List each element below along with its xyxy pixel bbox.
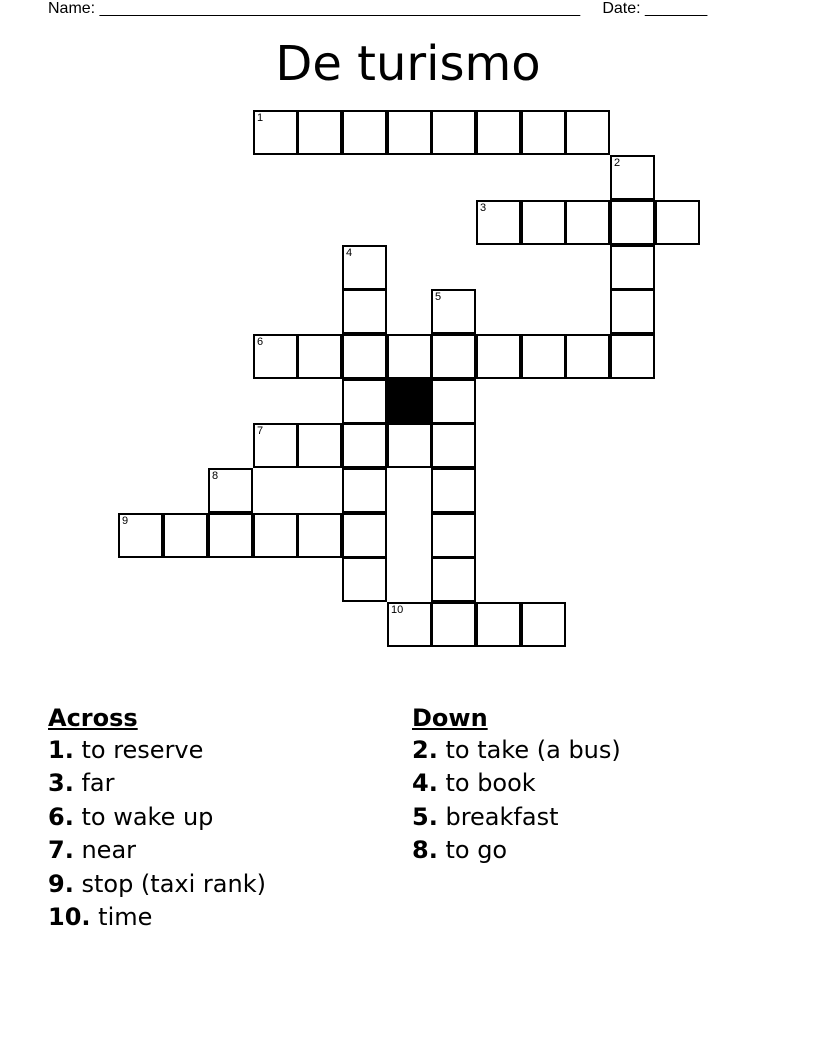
grid-cell[interactable] [297,423,342,468]
grid-cell[interactable] [387,334,432,379]
grid-cell[interactable] [431,379,476,424]
grid-cell[interactable] [342,379,387,424]
grid-cell[interactable] [610,155,655,200]
grid-cell[interactable] [476,602,521,647]
grid-cell[interactable] [431,557,476,602]
cell-number: 8 [212,470,219,482]
down-clue: 8. to go [412,836,508,865]
grid-cell[interactable] [610,334,655,379]
grid-cell[interactable] [431,602,476,647]
grid-cell[interactable] [253,334,298,379]
cell-number: 9 [122,515,129,527]
grid-cell[interactable] [431,513,476,558]
grid-cell[interactable] [610,289,655,334]
down-clue: 4. to book [412,769,536,798]
cell-number: 7 [257,425,264,437]
grid-cell[interactable] [431,110,476,155]
grid-cell[interactable] [431,334,476,379]
down-clue: 2. to take (a bus) [412,736,621,764]
grid-cell[interactable] [431,468,476,513]
grid-cell[interactable] [208,513,253,558]
grid-cell[interactable] [253,423,298,468]
name-label: Name: [48,0,96,17]
across-clue: 3. far [48,769,115,798]
cell-number: 3 [480,202,487,214]
down-heading: Down [412,704,488,732]
date-blank[interactable]: _______ [645,0,708,17]
across-clues [48,702,266,934]
grid-cell[interactable] [208,468,253,513]
cell-number: 6 [257,336,264,348]
grid-cell[interactable] [342,513,387,558]
grid-cell[interactable] [521,110,566,155]
grid-cell[interactable] [476,110,521,155]
cell-number: 1 [257,112,264,124]
grid-cell[interactable] [431,423,476,468]
across-clue: 6. to wake up [48,802,214,831]
grid-cell[interactable] [342,557,387,602]
across-clue: 9. stop (taxi rank) [48,869,266,898]
grid-cell[interactable] [521,200,566,245]
black-cell [387,379,432,424]
grid-cell[interactable] [253,110,298,155]
grid-cell[interactable] [342,289,387,334]
grid-cell[interactable] [118,513,163,558]
grid-cell[interactable] [476,334,521,379]
grid-cell[interactable] [342,334,387,379]
across-clue: 1. to reserve [48,736,204,764]
cell-number: 2 [614,157,621,169]
across-heading: Across [48,704,138,732]
grid-cell[interactable] [431,289,476,334]
grid-cell[interactable] [297,110,342,155]
grid-cell[interactable] [521,334,566,379]
across-clue: 10. time [48,902,153,931]
page-title: De turismo [275,36,541,92]
grid-cell[interactable] [297,334,342,379]
grid-cell[interactable] [610,245,655,290]
name-blank[interactable]: ______________________________________________________ [99,0,581,17]
grid-cell[interactable] [387,602,432,647]
down-clue: 5. breakfast [412,802,559,831]
cell-number: 5 [435,291,442,303]
grid-cell[interactable] [565,200,610,245]
across-clue: 7. near [48,836,137,865]
grid-cell[interactable] [342,468,387,513]
grid-cell[interactable] [253,513,298,558]
grid-cell[interactable] [565,110,610,155]
grid-cell[interactable] [342,423,387,468]
grid-cell[interactable] [565,334,610,379]
grid-cell[interactable] [610,200,655,245]
grid-cell[interactable] [297,513,342,558]
cell-number: 10 [391,604,404,616]
grid-cell[interactable] [387,423,432,468]
grid-cell[interactable] [521,602,566,647]
grid-cell[interactable] [655,200,700,245]
grid-cell[interactable] [342,245,387,290]
date-label: Date: [602,0,641,17]
down-clues [412,702,621,868]
grid-cell[interactable] [163,513,208,558]
grid-cell[interactable] [476,200,521,245]
cell-number: 4 [346,247,353,259]
grid-cell[interactable] [342,110,387,155]
grid-cell[interactable] [387,110,432,155]
